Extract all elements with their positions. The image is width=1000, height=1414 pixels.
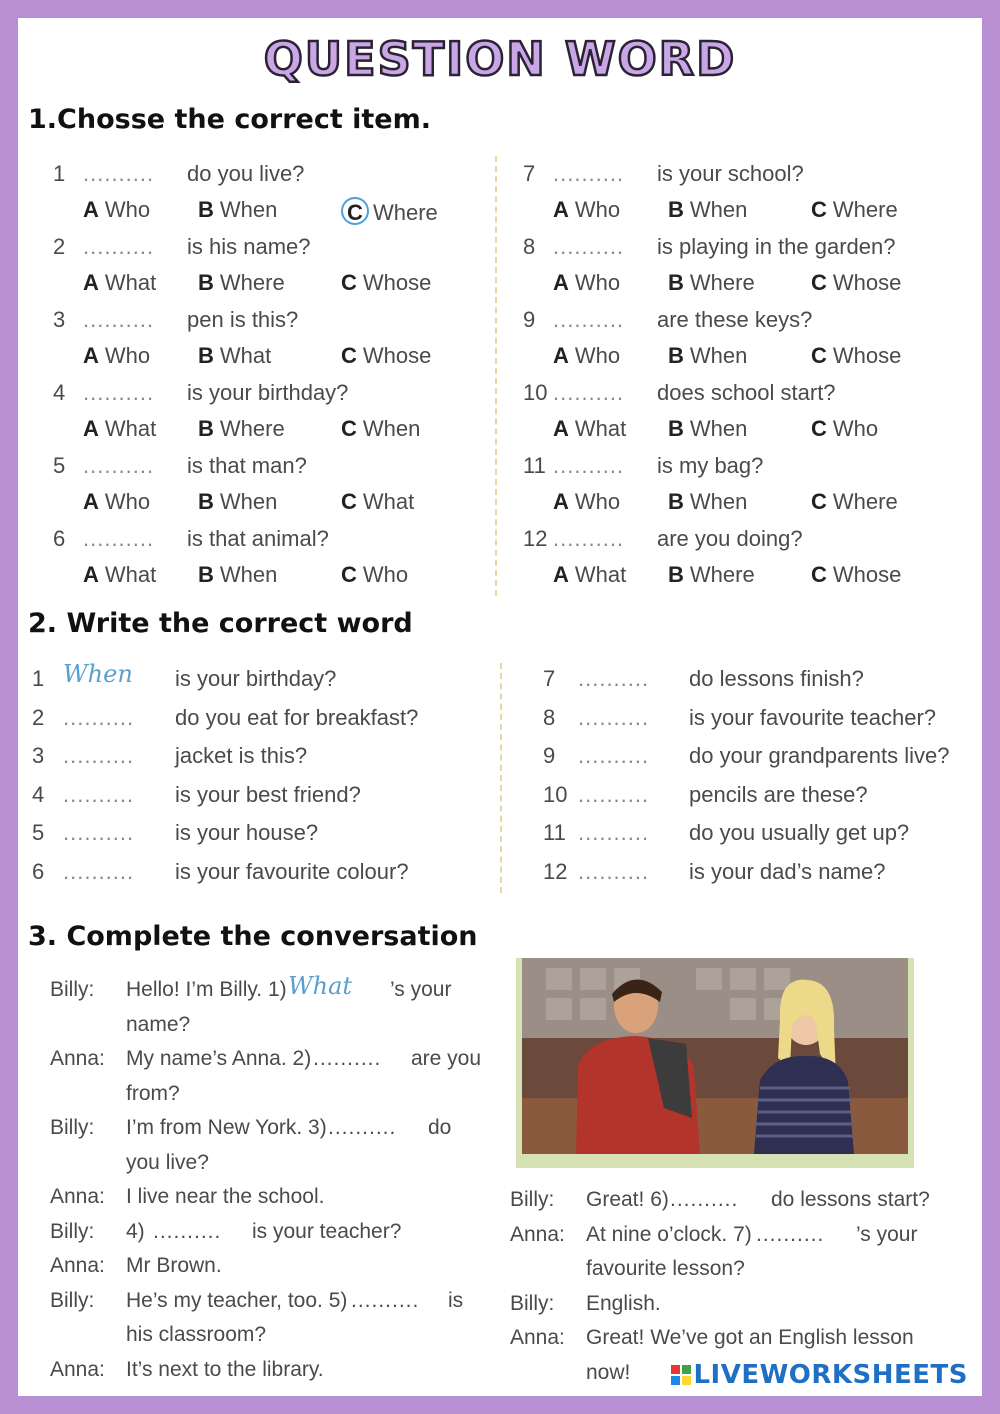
answer-blank[interactable]: .......... [63,781,135,807]
question-number: 4 [32,781,45,807]
option-c[interactable] [341,416,420,442]
dialogue-text: name? [126,1012,191,1036]
dialogue-text: Mr Brown. [126,1254,222,1277]
option-letter: A [553,489,569,514]
question-text: is your house? [175,820,319,846]
option-c[interactable] [341,197,438,226]
worksheet-page [18,18,982,1396]
option-b[interactable] [668,562,755,588]
option-label: What [574,416,627,441]
answer-blank[interactable]: .......... [63,820,135,846]
column-divider [495,156,497,596]
question-number: 12 [543,859,568,884]
question-number: 10 [543,781,568,807]
option-label: Where [219,270,285,295]
brand-name: LIVEWORKSHEETS [693,1360,968,1390]
option-b[interactable] [198,343,271,369]
option-label: When [219,562,278,587]
option-label: Whose [362,343,432,368]
option-b[interactable] [198,562,277,588]
question-text: is your school? [657,161,804,186]
option-label: Whose [832,270,902,295]
dialogue-text: now! [586,1360,631,1384]
option-b[interactable] [198,489,277,515]
option-c[interactable] [811,562,901,588]
question-number: 7 [543,666,556,691]
dialogue-text: Great! We’ve got an English lesson [586,1326,914,1349]
option-letter: A [553,562,569,587]
answer-blank[interactable]: .......... [313,1047,382,1070]
section2-heading: 2. Write the correct word [28,608,413,639]
option-letter: A [553,197,569,222]
liveworksheets-icon [671,1362,691,1382]
option-letter: B [198,489,214,514]
option-letter: B [198,562,214,587]
option-label: Whose [362,270,432,295]
dialogue-text: is [448,1288,464,1312]
dialogue-text: is your teacher? [252,1219,402,1243]
option-letter: A [83,562,99,587]
question-text: jacket is this? [175,743,308,769]
option-label: Who [574,343,621,368]
question-number: 3 [53,307,66,332]
option-b[interactable] [198,197,277,223]
option-letter: C [811,562,827,587]
option-letter: B [668,489,684,514]
option-label: When [689,416,748,441]
option-a[interactable] [553,416,626,442]
option-letter: A [553,343,569,368]
question-number: 9 [543,743,556,769]
option-letter: C [811,416,827,441]
answer-blank[interactable]: .......... [83,234,155,259]
question-text: is playing in the garden? [657,234,896,259]
dialogue-text: I’m from New York. 3) [126,1116,327,1139]
dialogue-text: My name’s Anna. 2) [126,1047,312,1070]
option-label: What [104,416,157,441]
speaker-name: Anna: [50,1254,105,1277]
question-number: 7 [523,161,536,186]
option-label: Whose [832,343,902,368]
option-label: When [219,197,278,222]
question-number: 10 [523,380,548,405]
answer-blank[interactable]: .......... [153,1219,222,1243]
option-b[interactable] [668,489,747,515]
answer-blank[interactable]: .......... [63,859,135,884]
question-text: do your grandparents live? [689,743,950,769]
option-c[interactable] [811,270,901,296]
option-a[interactable] [83,270,156,296]
question-text: is your birthday? [175,666,337,691]
option-letter: C [341,270,357,295]
question-number: 1 [53,161,66,186]
dialogue-text: It’s next to the library. [126,1357,324,1381]
dialogue-text: I live near the school. [126,1185,325,1208]
option-label: What [362,489,415,514]
dialogue-text: do [428,1116,452,1139]
option-a[interactable] [83,489,150,515]
answer-blank[interactable]: .......... [578,704,650,730]
answer-blank[interactable]: .......... [553,234,625,259]
question-text: is his name? [187,234,311,259]
option-letter: A [83,416,99,441]
question-text: is my bag? [657,453,764,478]
question-text: is that man? [187,453,307,478]
dialogue-text: ’s your [856,1222,918,1246]
question-number: 2 [53,234,66,259]
option-letter: C [341,416,357,441]
option-letter: B [198,197,214,222]
question-text: pencils are these? [689,781,868,807]
dialogue-text: you live? [126,1150,209,1174]
dialogue-text: favourite lesson? [586,1257,745,1280]
question-number: 5 [32,820,45,846]
option-b[interactable] [198,416,285,442]
question-number: 6 [53,526,66,551]
option-label: Who [574,489,621,514]
question-text: does school start? [657,380,836,405]
handwritten-answer: When [63,660,133,688]
option-label: Where [832,489,898,514]
question-text: are you doing? [657,526,803,551]
question-number: 1 [32,666,45,691]
answer-blank[interactable]: .......... [553,161,625,186]
answer-blank[interactable]: .......... [83,161,155,186]
question-text: is your birthday? [187,380,349,405]
option-letter: C [341,562,357,587]
question-number: 11 [523,453,546,478]
option-c[interactable] [811,416,878,442]
option-c[interactable] [811,489,898,515]
answer-blank[interactable]: .......... [670,1188,739,1211]
section3-heading: 3. Complete the conversation [28,921,478,952]
answer-blank[interactable]: .......... [63,743,135,769]
option-b[interactable] [668,197,747,223]
option-label: What [104,562,157,587]
answer-blank[interactable]: .......... [83,526,155,551]
option-label: Who [832,416,879,441]
option-a[interactable] [83,416,156,442]
dialogue-text: his classroom? [126,1323,267,1346]
option-a[interactable] [553,489,620,515]
option-label: Where [219,416,285,441]
question-number: 8 [543,704,556,730]
option-letter: B [668,416,684,441]
dialogue-text: ’s your [390,978,452,1001]
handwritten-answer: What [288,972,353,1000]
option-letter: C [811,343,827,368]
answer-blank[interactable]: .......... [756,1222,825,1246]
column-divider [500,663,502,893]
speaker-name: Anna: [510,1222,565,1246]
option-letter: C [811,197,827,222]
option-label: When [689,489,748,514]
option-letter: C [341,343,357,368]
option-a[interactable] [553,197,620,223]
option-a[interactable] [553,562,626,588]
answer-blank[interactable]: .......... [553,453,625,478]
option-letter: B [198,416,214,441]
option-letter: B [668,562,684,587]
dialogue-text: English. [586,1291,661,1315]
option-label: Whose [832,562,902,587]
option-letter: A [553,416,569,441]
option-label: What [574,562,627,587]
speaker-name: Billy: [50,978,95,1001]
question-text: is your favourite colour? [175,859,409,884]
answer-blank[interactable]: .......... [63,704,135,730]
answer-blank[interactable]: .......... [578,820,650,846]
speaker-name: Anna: [510,1326,565,1349]
option-label: Where [689,270,755,295]
answer-blank[interactable]: .......... [553,380,625,405]
option-b[interactable] [668,416,747,442]
option-c[interactable] [341,562,408,588]
answer-blank[interactable]: .......... [578,859,650,884]
option-letter: C [811,270,827,295]
dialogue-text: are you [411,1047,482,1070]
option-label: What [104,270,157,295]
option-a[interactable] [553,343,620,369]
answer-blank[interactable]: .......... [578,781,650,807]
answer-blank[interactable]: .......... [578,743,650,769]
option-letter: A [83,343,99,368]
question-number: 3 [32,743,45,769]
dialogue-text: 4) [126,1219,145,1243]
worksheet-title: QUESTION WORD [263,32,737,86]
option-c[interactable] [341,270,431,296]
option-letter: B [198,270,214,295]
option-letter: A [83,489,99,514]
option-b[interactable] [668,343,747,369]
answer-blank[interactable]: .......... [328,1116,397,1139]
option-label: When [689,197,748,222]
dialogue-text: do lessons start? [771,1188,930,1211]
question-number: 8 [523,234,536,259]
option-letter: B [668,343,684,368]
speaker-name: Anna: [50,1357,105,1381]
option-label: Who [362,562,409,587]
question-text: do you live? [187,161,305,186]
answer-blank[interactable]: .......... [351,1288,420,1312]
option-letter: C [811,489,827,514]
option-c[interactable] [811,197,898,223]
option-c[interactable] [811,343,901,369]
option-b[interactable] [198,270,285,296]
option-label: Where [373,200,438,225]
dialogue-text: Great! 6) [586,1188,669,1211]
students-photo [516,958,914,1168]
option-letter: B [668,197,684,222]
option-label: When [362,416,421,441]
option-b[interactable] [668,270,755,296]
option-letter: C [341,489,357,514]
speaker-name: Anna: [50,1185,105,1208]
answer-blank[interactable]: .......... [553,307,625,332]
option-letter: B [668,270,684,295]
option-letter: A [83,270,99,295]
option-label: What [219,343,272,368]
option-label: Who [574,270,621,295]
answer-field[interactable] [288,972,352,1000]
dialogue-text: He’s my teacher, too. 5) [126,1288,348,1312]
option-a[interactable] [83,562,156,588]
dialogue-text: Hello! I’m Billy. 1) [126,978,287,1001]
question-text: is your favourite teacher? [689,704,937,730]
option-label: When [689,343,748,368]
speaker-name: Billy: [50,1116,95,1139]
question-text: pen is this? [187,307,299,332]
option-label: Who [104,489,151,514]
dialogue-text: At nine o’clock. 7) [586,1222,752,1246]
dialogue-text: from? [126,1081,180,1105]
question-text: is that animal? [187,526,329,551]
option-label: Who [104,343,151,368]
question-text: do you usually get up? [689,820,910,846]
question-text: is your dad’s name? [689,859,886,884]
selected-option-circle: C [341,197,369,225]
question-number: 5 [53,453,66,478]
speaker-name: Billy: [50,1288,95,1312]
option-c[interactable] [341,343,431,369]
question-number: 12 [523,526,548,551]
question-text: are these keys? [657,307,813,332]
option-letter: A [553,270,569,295]
answer-blank[interactable]: .......... [83,307,155,332]
option-label: Who [574,197,621,222]
answer-blank[interactable]: .......... [83,453,155,478]
option-label: Where [832,197,898,222]
speaker-name: Billy: [510,1291,555,1315]
question-number: 9 [523,307,536,332]
question-text: do you eat for breakfast? [175,704,419,730]
option-label: Where [689,562,755,587]
answer-blank[interactable]: .......... [83,380,155,405]
speaker-name: Anna: [50,1047,105,1070]
question-text: is your best friend? [175,781,361,807]
option-c[interactable] [341,489,414,515]
option-label: Who [104,197,151,222]
option-letter: A [83,197,99,222]
option-a[interactable] [553,270,620,296]
liveworksheets-logo [671,1360,968,1390]
option-a[interactable] [83,197,150,223]
question-text: do lessons finish? [689,666,864,691]
option-letter: B [198,343,214,368]
question-number: 4 [53,380,66,405]
question-number: 6 [32,859,45,884]
answer-blank[interactable]: .......... [578,666,650,691]
question-number: 11 [543,820,566,846]
section1-heading: 1.Chosse the correct item. [28,104,431,135]
option-label: When [219,489,278,514]
question-number: 2 [32,704,45,730]
option-a[interactable] [83,343,150,369]
answer-field[interactable] [63,660,133,688]
speaker-name: Billy: [50,1219,95,1243]
speaker-name: Billy: [510,1188,555,1211]
answer-blank[interactable]: .......... [553,526,625,551]
